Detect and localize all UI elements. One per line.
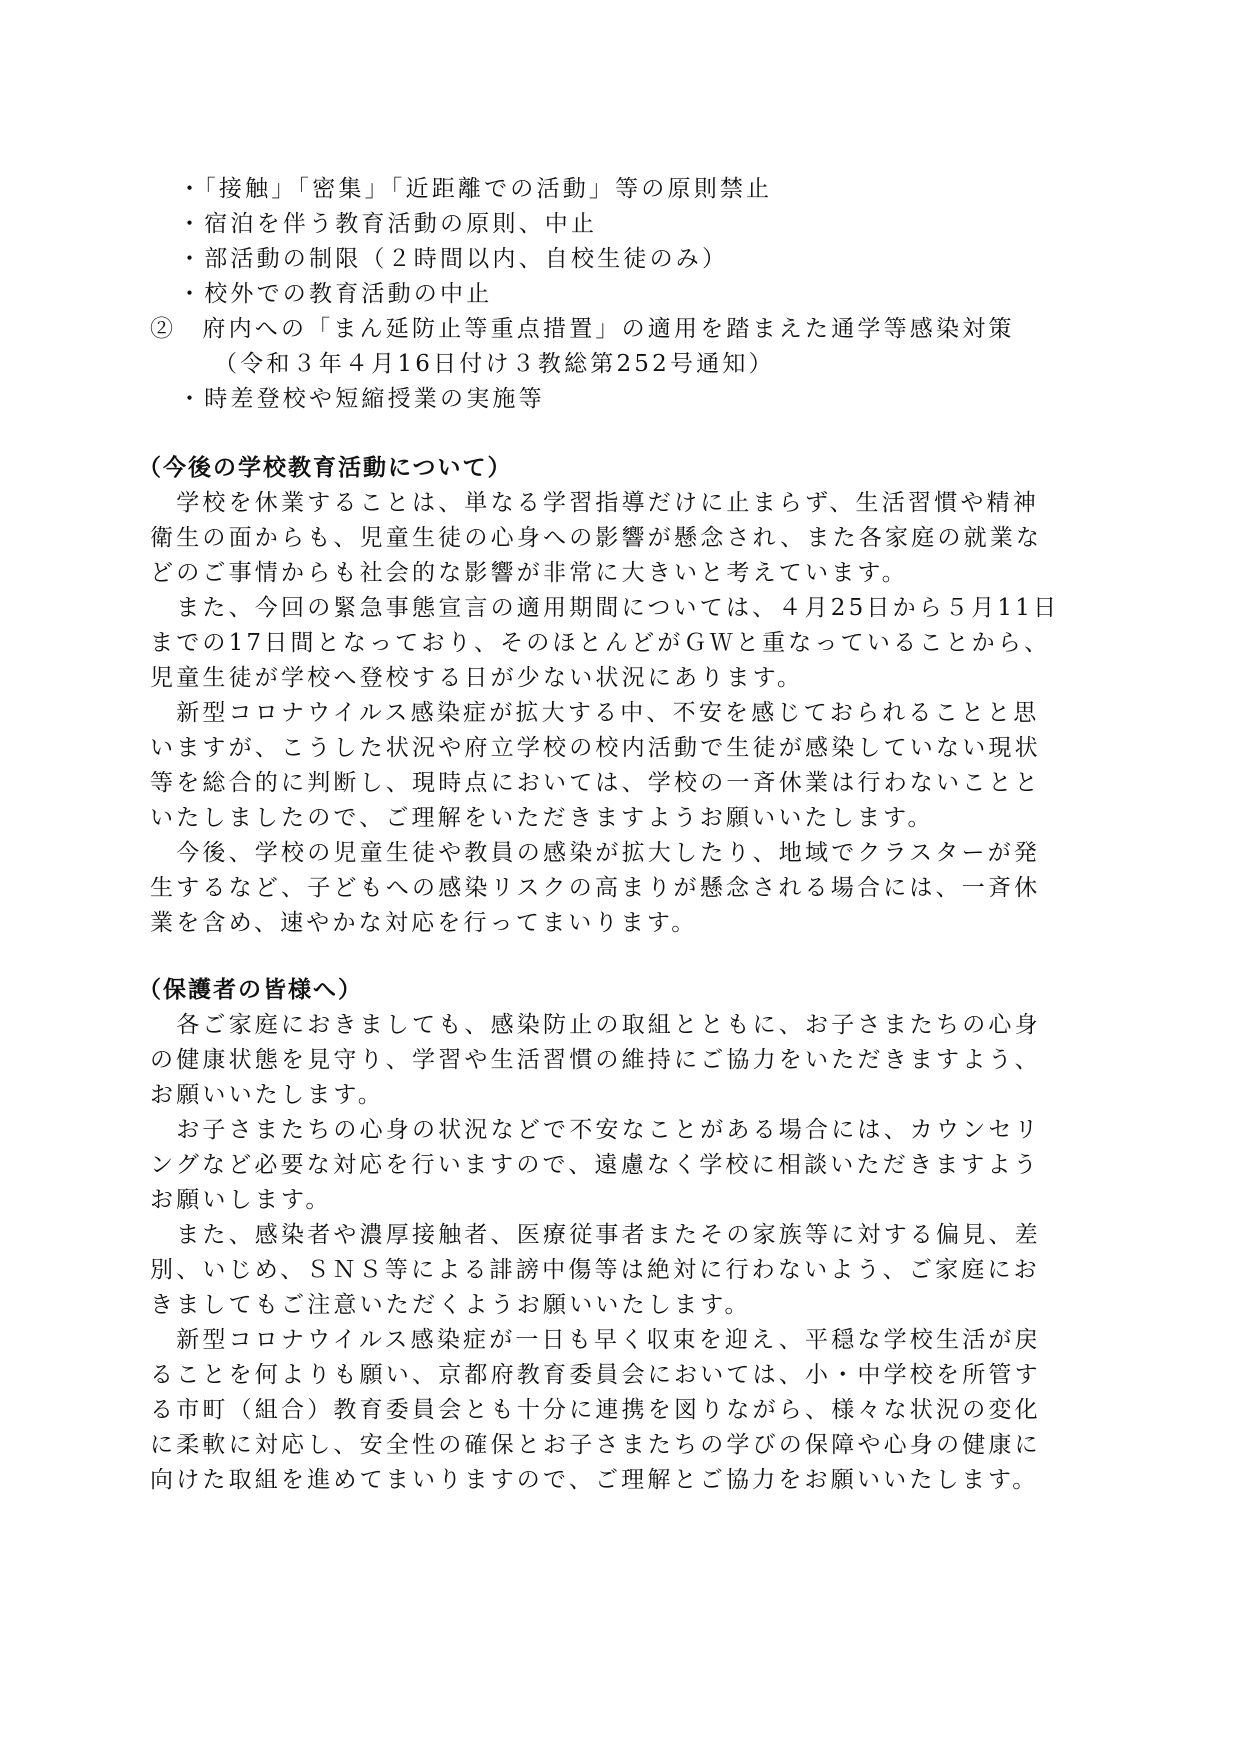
text-line: 各ご家庭におきましても、感染防止の取組とともに、お子さまたちの心身 (150, 1012, 1041, 1038)
notice-reference: （令和３年４月16日付け３教総第252号通知） (214, 351, 775, 377)
section-heading: （今後の学校教育活動について） (138, 455, 513, 481)
section-body (150, 1008, 1110, 1498)
text-line: また、今回の緊急事態宣言の適用期間については、４月25日から５月11日 (150, 595, 1060, 621)
text-line: に柔軟に対応し、安全性の確保とお子さまたちの学びの保障や心身の健康に (150, 1432, 1041, 1458)
text-line: お子さまたちの心身の状況などで不安なことがある場合には、カウンセリ (150, 1117, 1041, 1143)
text-line: 向けた取組を進めてまいりますので、ご理解とご協力をお願いいたします。 (150, 1467, 1039, 1493)
text-line: 学校を休業することは、単なる学習指導だけに止まらず、生活習慣や精神 (150, 490, 1039, 516)
text-line: 生するなど、子どもへの感染リスクの高まりが懸念される場合には、一斉休 (150, 875, 1041, 901)
text-line: ングなど必要な対応を行いますので、遠慮なく学校に相談いただきますよう (150, 1152, 1040, 1178)
list-item: ・校外での教育活動の中止 (178, 281, 493, 307)
text-line: 児童生徒が学校へ登校する日が少ない状況にあります。 (150, 665, 804, 691)
text-line: お願いします。 (150, 1187, 332, 1213)
list-item: ・部活動の制限（２時間以内、自校生徒のみ） (178, 246, 729, 272)
text-line: 新型コロナウイルス感染症が拡大する中、不安を感じておられることと思 (150, 700, 1040, 726)
text-line: ることを何よりも願い、京都府教育委員会においては、小・中学校を所管す (150, 1362, 1041, 1388)
numbered-item-title: ② 府内への「まん延防止等重点措置」の適用を踏まえた通学等感染対策 (150, 316, 1015, 342)
text-line: いますが、こうした状況や府立学校の校内活動で生徒が感染していない現状 (150, 735, 1041, 761)
text-line: の健康状態を見守り、学習や生活習慣の維持にご協力をいただきますよう、 (150, 1047, 1041, 1073)
section-heading: （保護者の皆様へ） (138, 977, 363, 1003)
text-line: までの17日間となっており、そのほとんどがＧＷと重なっていることから、 (150, 630, 1051, 656)
text-line: 新型コロナウイルス感染症が一日も早く収束を迎え、平穏な学校生活が戻 (150, 1327, 1041, 1353)
text-line: また、感染者や濃厚接触者、医療従事者またその家族等に対する偏見、差 (150, 1222, 1041, 1248)
text-line: お願いいたします。 (150, 1082, 384, 1108)
section-body (150, 486, 1110, 941)
section-school-activities (138, 451, 1110, 941)
text-line: どのご事情からも社会的な影響が非常に大きいと考えています。 (150, 560, 908, 586)
list-item: ・時差登校や短縮授業の実施等 (178, 386, 545, 412)
text-line: いたしましたので、ご理解をいただきますようお願いいたします。 (150, 805, 934, 831)
list-item: ・「接触」「密集」「近距離での活動」等の原則禁止 (178, 176, 773, 202)
text-line: きましてもご注意いただくようお願いいたします。 (150, 1292, 751, 1318)
section-to-guardians (138, 973, 1110, 1498)
text-line: 衛生の面からも、児童生徒の心身への影響が懸念され、また各家庭の就業な (150, 525, 1043, 551)
measures-list (150, 172, 1110, 417)
text-line: 別、いじめ、ＳＮＳ等による誹謗中傷等は絶対に行わないよう、ご家庭にお (150, 1257, 1040, 1283)
text-line: る市町（組合）教育委員会とも十分に連携を図りながら、様々な状況の変化 (150, 1397, 1041, 1423)
text-line: 業を含め、速やかな対応を行ってまいります。 (150, 910, 698, 936)
text-line: 等を総合的に判断し、現時点においては、学校の一斉休業は行わないことと (150, 770, 1041, 796)
text-line: 今後、学校の児童生徒や教員の感染が拡大したり、地域でクラスターが発 (150, 840, 1041, 866)
list-item: ・宿泊を伴う教育活動の原則、中止 (178, 211, 598, 237)
